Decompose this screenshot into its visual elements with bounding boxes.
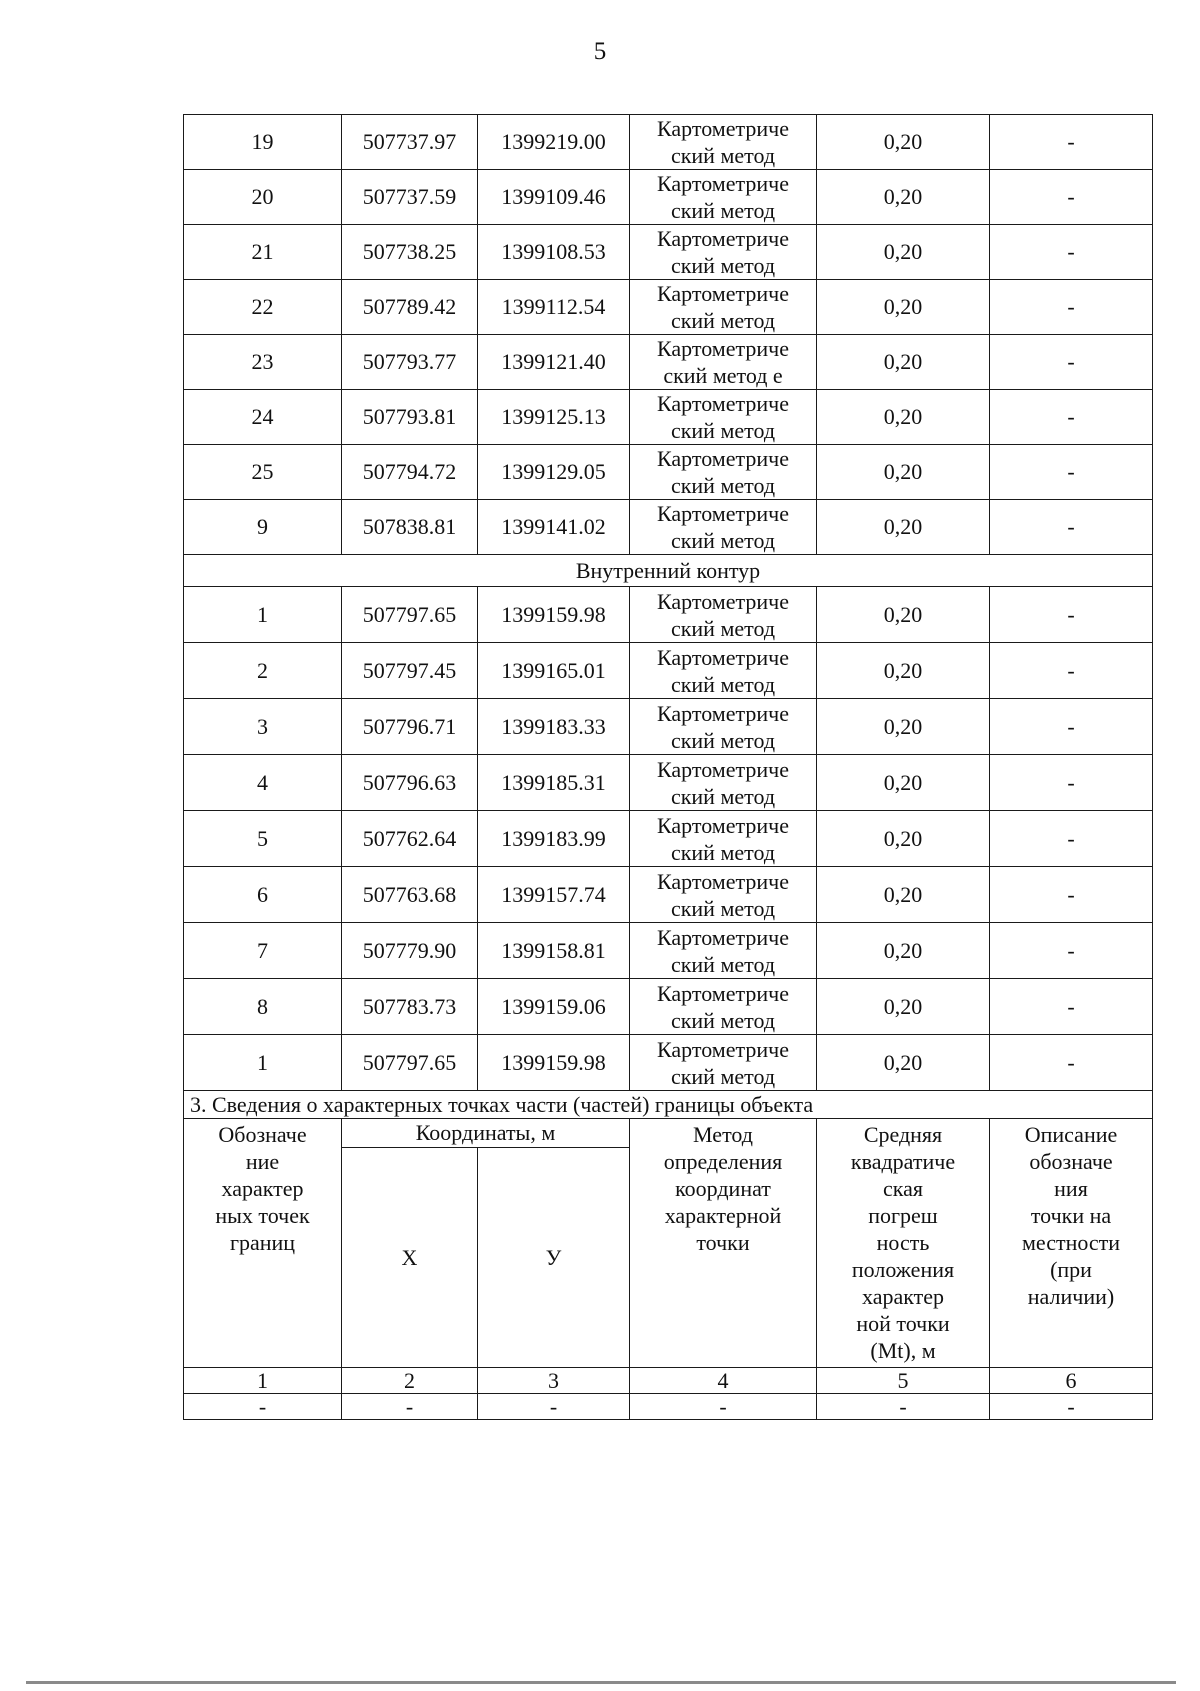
table-row xyxy=(184,923,1153,979)
x-coordinate-cell: 507793.77 xyxy=(342,335,478,390)
method-line: Картометриче xyxy=(657,116,789,141)
header-line: наличии) xyxy=(1027,1284,1115,1309)
method-line: Картометриче xyxy=(657,226,789,251)
error-cell: 0,20 xyxy=(817,979,990,1035)
table-row xyxy=(184,225,1153,280)
table-row xyxy=(184,335,1153,390)
header-coords: Координаты, м xyxy=(342,1119,630,1148)
header-line: границ xyxy=(229,1230,296,1255)
method-line: Картометриче xyxy=(657,501,789,526)
inner-contour-title-row xyxy=(184,555,1153,587)
method-cell xyxy=(630,643,817,699)
column-number: 4 xyxy=(630,1368,817,1394)
method-cell xyxy=(630,923,817,979)
x-coordinate-cell: 507738.25 xyxy=(342,225,478,280)
page-number: 5 xyxy=(593,38,607,65)
error-cell: 0,20 xyxy=(817,587,990,643)
error-cell: 0,20 xyxy=(817,335,990,390)
header-description-text xyxy=(990,1121,1152,1310)
error-cell: 0,20 xyxy=(817,1035,990,1091)
column-number: 6 xyxy=(990,1368,1153,1394)
empty-cell: - xyxy=(817,1394,990,1420)
table-row xyxy=(184,390,1153,445)
y-coordinate-cell: 1399109.46 xyxy=(478,170,630,225)
empty-cell: - xyxy=(990,1394,1153,1420)
empty-cell: - xyxy=(478,1394,630,1420)
method-line: Картометриче xyxy=(657,281,789,306)
boundary-points-table xyxy=(183,114,1153,1420)
x-coordinate-cell: 507763.68 xyxy=(342,867,478,923)
header-line: Метод xyxy=(693,1122,753,1147)
header-line: местности xyxy=(1021,1230,1121,1255)
header-line: (при xyxy=(1050,1257,1092,1282)
header-line: ность xyxy=(876,1230,930,1255)
method-cell xyxy=(630,335,817,390)
header-line: обозначе xyxy=(1029,1149,1113,1174)
header-line: определения xyxy=(663,1149,783,1174)
table-row xyxy=(184,811,1153,867)
column-number: 1 xyxy=(184,1368,342,1394)
method-line: Картометриче xyxy=(657,171,789,196)
y-coordinate-cell: 1399158.81 xyxy=(478,923,630,979)
header-line: квадратиче xyxy=(850,1149,956,1174)
point-id-cell: 25 xyxy=(184,445,342,500)
outer-contour-rows xyxy=(184,115,1153,555)
method-cell xyxy=(630,979,817,1035)
header-line: координат xyxy=(675,1176,771,1201)
description-cell: - xyxy=(990,115,1153,170)
header-line: ние xyxy=(245,1149,280,1174)
table-row xyxy=(184,587,1153,643)
description-cell: - xyxy=(990,445,1153,500)
y-coordinate-cell: 1399165.01 xyxy=(478,643,630,699)
header-method xyxy=(630,1119,817,1368)
method-line: ский метод xyxy=(670,951,776,977)
header-line: Обозначе xyxy=(218,1122,307,1147)
header-designation xyxy=(184,1119,342,1368)
error-cell: 0,20 xyxy=(817,500,990,555)
header-error xyxy=(817,1119,990,1368)
description-cell: - xyxy=(990,1035,1153,1091)
y-coordinate-cell: 1399219.00 xyxy=(478,115,630,170)
method-line: ский метод xyxy=(670,418,776,443)
method-line: ский метод xyxy=(670,727,776,753)
method-line: ский метод xyxy=(670,839,776,865)
description-cell: - xyxy=(990,867,1153,923)
empty-cell: - xyxy=(630,1394,817,1420)
header-line: характер xyxy=(221,1176,304,1201)
table-row xyxy=(184,979,1153,1035)
error-cell: 0,20 xyxy=(817,699,990,755)
point-id-cell: 3 xyxy=(184,699,342,755)
x-coordinate-cell: 507838.81 xyxy=(342,500,478,555)
header-line: ния xyxy=(1054,1176,1088,1201)
description-cell: - xyxy=(990,170,1153,225)
error-cell: 0,20 xyxy=(817,390,990,445)
method-line: Картометриче xyxy=(657,756,789,782)
section3-title-row xyxy=(184,1091,1153,1119)
header-designation-text xyxy=(184,1121,341,1256)
column-number-row xyxy=(184,1368,1153,1394)
column-number: 3 xyxy=(478,1368,630,1394)
method-cell xyxy=(630,115,817,170)
y-coordinate-cell: 1399112.54 xyxy=(478,280,630,335)
method-line: ский метод xyxy=(670,1007,776,1033)
method-line: ский метод xyxy=(670,671,776,697)
y-coordinate-cell: 1399108.53 xyxy=(478,225,630,280)
method-line: ский метод xyxy=(670,1063,776,1089)
method-line: ский метод xyxy=(670,528,776,553)
point-id-cell: 7 xyxy=(184,923,342,979)
point-id-cell: 6 xyxy=(184,867,342,923)
inner-contour-title: Внутренний контур xyxy=(184,555,1153,587)
description-cell: - xyxy=(990,811,1153,867)
y-coordinate-cell: 1399159.06 xyxy=(478,979,630,1035)
error-cell: 0,20 xyxy=(817,923,990,979)
method-cell xyxy=(630,755,817,811)
x-coordinate-cell: 507796.71 xyxy=(342,699,478,755)
method-line: ский метод xyxy=(670,895,776,921)
point-id-cell: 2 xyxy=(184,643,342,699)
method-cell xyxy=(630,225,817,280)
section3-header-row-1 xyxy=(184,1119,1153,1148)
column-number: 5 xyxy=(817,1368,990,1394)
point-id-cell: 1 xyxy=(184,587,342,643)
point-id-cell: 22 xyxy=(184,280,342,335)
method-cell xyxy=(630,811,817,867)
method-line: Картометриче xyxy=(657,446,789,471)
x-coordinate-cell: 507793.81 xyxy=(342,390,478,445)
error-cell: 0,20 xyxy=(817,643,990,699)
x-coordinate-cell: 507797.65 xyxy=(342,587,478,643)
description-cell: - xyxy=(990,335,1153,390)
header-line: Средняя xyxy=(863,1122,943,1147)
point-id-cell: 4 xyxy=(184,755,342,811)
method-line: Картометриче xyxy=(657,924,789,950)
y-coordinate-cell: 1399183.33 xyxy=(478,699,630,755)
header-line: точки xyxy=(696,1230,750,1255)
header-x: X xyxy=(342,1148,478,1368)
description-cell: - xyxy=(990,923,1153,979)
table-row xyxy=(184,170,1153,225)
method-cell xyxy=(630,445,817,500)
point-id-cell: 23 xyxy=(184,335,342,390)
column-number: 2 xyxy=(342,1368,478,1394)
method-cell xyxy=(630,1035,817,1091)
table-row xyxy=(184,1035,1153,1091)
y-coordinate-cell: 1399183.99 xyxy=(478,811,630,867)
x-coordinate-cell: 507783.73 xyxy=(342,979,478,1035)
x-coordinate-cell: 507789.42 xyxy=(342,280,478,335)
method-line: Картометриче xyxy=(657,1036,789,1062)
y-coordinate-cell: 1399121.40 xyxy=(478,335,630,390)
table-row xyxy=(184,755,1153,811)
table-row xyxy=(184,445,1153,500)
method-line: Картометриче xyxy=(657,588,789,614)
x-coordinate-cell: 507797.65 xyxy=(342,1035,478,1091)
description-cell: - xyxy=(990,755,1153,811)
error-cell: 0,20 xyxy=(817,115,990,170)
y-coordinate-cell: 1399129.05 xyxy=(478,445,630,500)
method-line: Картометриче xyxy=(657,868,789,894)
x-coordinate-cell: 507737.97 xyxy=(342,115,478,170)
method-cell xyxy=(630,699,817,755)
inner-contour-rows xyxy=(184,587,1153,1091)
point-id-cell: 21 xyxy=(184,225,342,280)
header-description xyxy=(990,1119,1153,1368)
description-cell: - xyxy=(990,587,1153,643)
description-cell: - xyxy=(990,390,1153,445)
header-line: положения xyxy=(851,1257,955,1282)
method-cell xyxy=(630,500,817,555)
error-cell: 0,20 xyxy=(817,867,990,923)
y-coordinate-cell: 1399185.31 xyxy=(478,755,630,811)
method-cell xyxy=(630,390,817,445)
header-line: (Mt), м xyxy=(870,1338,936,1363)
method-line: ский метод xyxy=(670,143,776,168)
point-id-cell: 1 xyxy=(184,1035,342,1091)
method-line: ский метод xyxy=(670,783,776,809)
method-line: Картометриче xyxy=(657,700,789,726)
error-cell: 0,20 xyxy=(817,280,990,335)
method-cell xyxy=(630,587,817,643)
y-coordinate-cell: 1399159.98 xyxy=(478,1035,630,1091)
method-line: ский метод xyxy=(670,308,776,333)
error-cell: 0,20 xyxy=(817,445,990,500)
method-line: ский метод xyxy=(670,615,776,641)
x-coordinate-cell: 507796.63 xyxy=(342,755,478,811)
description-cell: - xyxy=(990,643,1153,699)
table-row xyxy=(184,699,1153,755)
error-cell: 0,20 xyxy=(817,225,990,280)
header-line: ных точек xyxy=(215,1203,310,1228)
error-cell: 0,20 xyxy=(817,755,990,811)
x-coordinate-cell: 507737.59 xyxy=(342,170,478,225)
description-cell: - xyxy=(990,500,1153,555)
header-line: погреш xyxy=(868,1203,938,1228)
point-id-cell: 20 xyxy=(184,170,342,225)
empty-cell: - xyxy=(184,1394,342,1420)
method-line: Картометриче xyxy=(657,812,789,838)
table-row xyxy=(184,867,1153,923)
bottom-rule xyxy=(26,1681,1176,1684)
y-coordinate-cell: 1399159.98 xyxy=(478,587,630,643)
method-line: ский метод е xyxy=(663,363,783,388)
table-row xyxy=(184,115,1153,170)
method-line: Картометриче xyxy=(657,980,789,1006)
header-line: характерной xyxy=(664,1203,782,1228)
point-id-cell: 5 xyxy=(184,811,342,867)
empty-cell: - xyxy=(342,1394,478,1420)
y-coordinate-cell: 1399141.02 xyxy=(478,500,630,555)
section3-title: 3. Сведения о характерных точках части (частей) границы объекта xyxy=(184,1091,1153,1119)
method-line: Картометриче xyxy=(657,336,789,361)
header-line: характер xyxy=(861,1284,945,1309)
description-cell: - xyxy=(990,699,1153,755)
header-line: ская xyxy=(882,1176,923,1201)
error-cell: 0,20 xyxy=(817,811,990,867)
x-coordinate-cell: 507779.90 xyxy=(342,923,478,979)
description-cell: - xyxy=(990,225,1153,280)
header-line: точки на xyxy=(1030,1203,1112,1228)
y-coordinate-cell: 1399125.13 xyxy=(478,390,630,445)
error-cell: 0,20 xyxy=(817,170,990,225)
method-cell xyxy=(630,170,817,225)
header-line: Описание xyxy=(1024,1122,1118,1147)
point-id-cell: 19 xyxy=(184,115,342,170)
description-cell: - xyxy=(990,979,1153,1035)
header-y: У xyxy=(478,1148,630,1368)
description-cell: - xyxy=(990,280,1153,335)
x-coordinate-cell: 507794.72 xyxy=(342,445,478,500)
table-row xyxy=(184,643,1153,699)
method-line: ский метод xyxy=(670,253,776,278)
x-coordinate-cell: 507797.45 xyxy=(342,643,478,699)
method-line: ский метод xyxy=(670,198,776,223)
header-error-text xyxy=(817,1121,989,1364)
point-id-cell: 8 xyxy=(184,979,342,1035)
method-line: Картометриче xyxy=(657,391,789,416)
y-coordinate-cell: 1399157.74 xyxy=(478,867,630,923)
method-cell xyxy=(630,280,817,335)
point-id-cell: 24 xyxy=(184,390,342,445)
header-line: ной точки xyxy=(856,1311,950,1336)
header-method-text xyxy=(630,1121,816,1256)
method-cell xyxy=(630,867,817,923)
method-line: ский метод xyxy=(670,473,776,498)
x-coordinate-cell: 507762.64 xyxy=(342,811,478,867)
table-row xyxy=(184,280,1153,335)
point-id-cell: 9 xyxy=(184,500,342,555)
empty-data-row xyxy=(184,1394,1153,1420)
table-row xyxy=(184,500,1153,555)
method-line: Картометриче xyxy=(657,644,789,670)
